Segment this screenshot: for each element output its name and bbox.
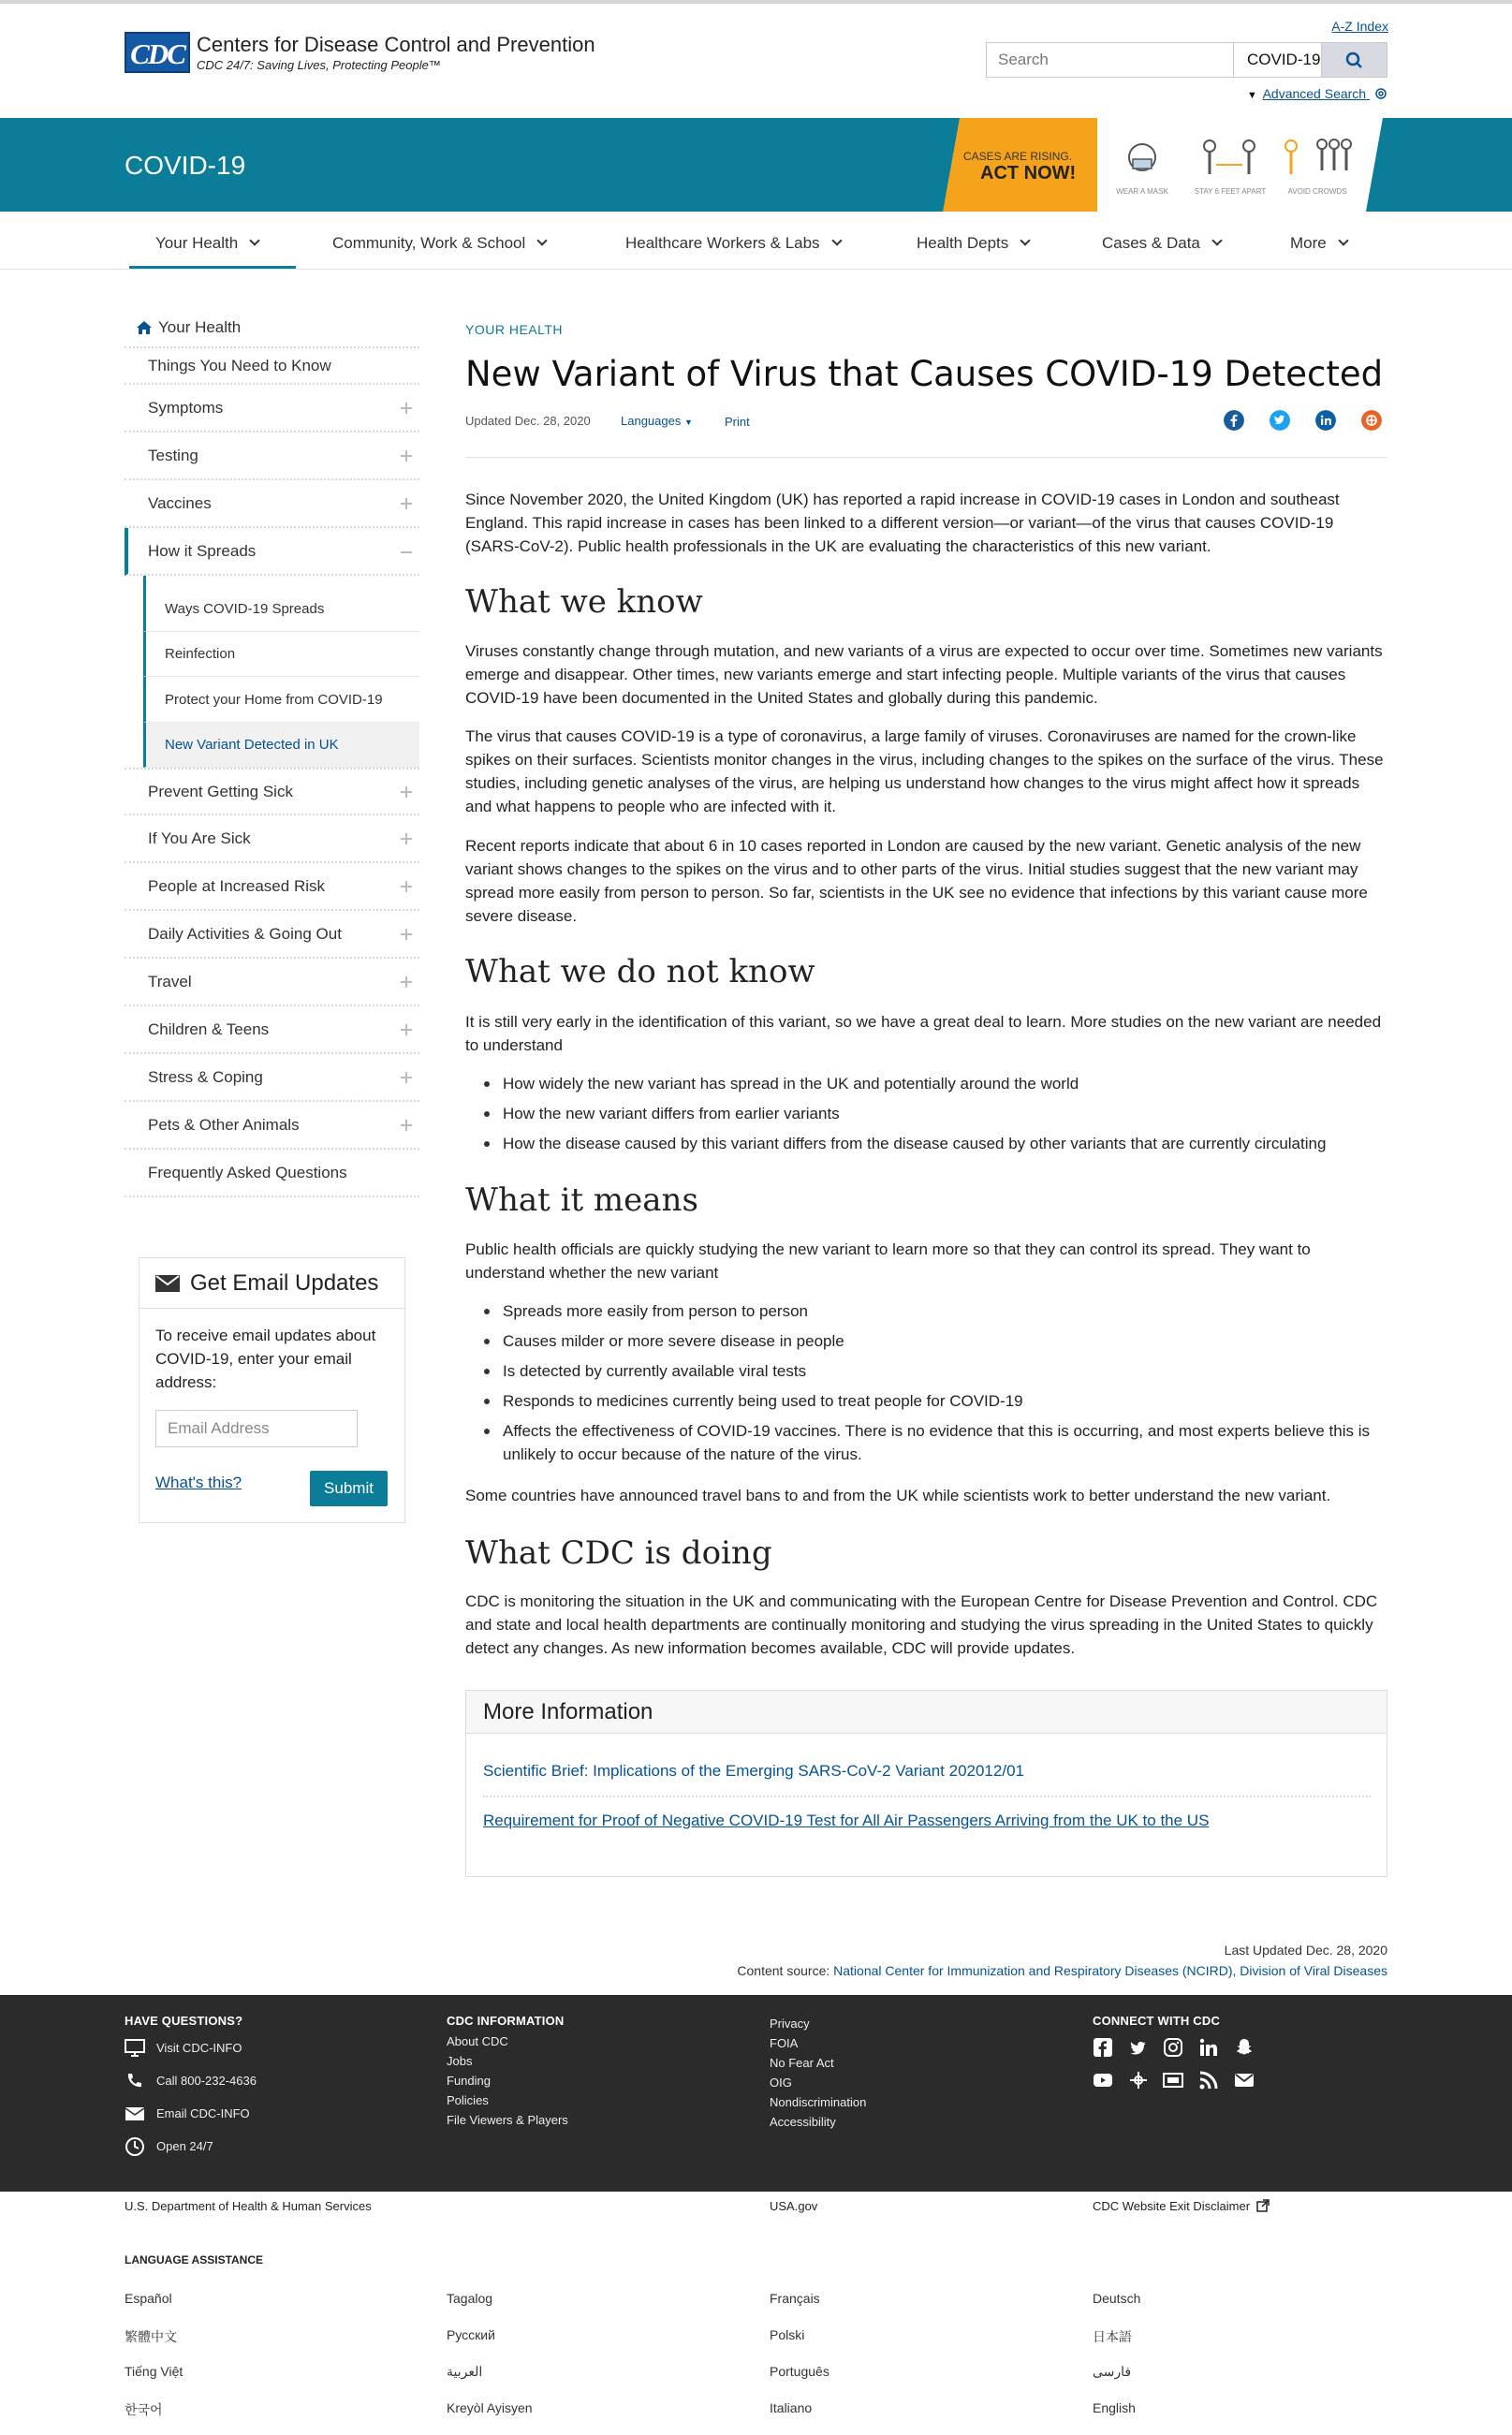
expand-icon[interactable]: [401, 833, 412, 844]
lang-link[interactable]: Kreyòl Ayisyen: [447, 2400, 533, 2415]
advanced-search-label: Advanced Search: [1262, 86, 1367, 101]
sidebar-sub-label: New Variant Detected in UK: [165, 737, 339, 753]
whats-this-link[interactable]: What's this?: [155, 1474, 242, 1491]
cdc-tv-icon[interactable]: [1163, 2070, 1183, 2090]
footer-info-head: CDC INFORMATION: [447, 2014, 565, 2028]
chevron-down-icon: [1338, 235, 1348, 245]
linkedin-icon[interactable]: [1315, 410, 1336, 431]
chevron-down-icon: [537, 235, 548, 245]
lang-link[interactable]: 日本語: [1093, 2329, 1132, 2344]
email-updates-header: [139, 1258, 404, 1309]
sidebar-item-stress[interactable]: [125, 1054, 419, 1102]
means-paragraph: Public health officials are quickly studying the new variant to learn more so that they can control its spread. They want to understand whether the new variant: [465, 1240, 1311, 1282]
footer-link-funding[interactable]: Funding: [447, 2074, 491, 2088]
contact-label: Email CDC-INFO: [156, 2106, 250, 2120]
footer-link-jobs[interactable]: Jobs: [447, 2054, 473, 2068]
nav-healthcare[interactable]: [625, 234, 841, 253]
more-info-link-requirement[interactable]: Requirement for Proof of Negative COVID-19 Test for All Air Passengers Arriving from the UK to the US: [483, 1812, 1210, 1829]
know-paragraph-2: The virus that causes COVID-19 is a type of coronavirus, a large family of viruses. Coronaviruses are named for the crown-like spikes on their surfaces. Scientists monitor changes in the virus, including changes to the spikes on the surface of the virus. These studies, including genetic analyses of the virus, are helping us understand how changes to the virus might affect how it spreads and what happens to people who are infected with it.: [465, 727, 1384, 815]
rss-icon[interactable]: [1198, 2070, 1219, 2090]
expand-icon[interactable]: [401, 1024, 412, 1035]
facebook-icon[interactable]: [1093, 2037, 1113, 2058]
expand-icon[interactable]: [401, 881, 412, 892]
footer-link-oig[interactable]: OIG: [770, 2076, 792, 2090]
lang-link[interactable]: العربية: [447, 2364, 483, 2379]
hhs-link[interactable]: U.S. Department of Health & Human Services: [125, 2199, 372, 2213]
footer-link-file-viewers[interactable]: File Viewers & Players: [447, 2113, 568, 2127]
expand-icon[interactable]: [401, 929, 412, 940]
nav-label: Your Health: [155, 234, 239, 252]
sidebar-item-increased-risk[interactable]: [125, 863, 419, 911]
search-input[interactable]: Search: [986, 42, 1234, 78]
sidebar-item-label: Vaccines: [148, 493, 212, 512]
footer-link-accessibility[interactable]: Accessibility: [770, 2115, 836, 2129]
contact-label: Visit CDC-INFO: [156, 2041, 242, 2055]
sidebar-item-label: How it Spreads: [148, 541, 257, 560]
caret-down-icon: ▼: [683, 418, 693, 427]
sidebar-item-label: Frequently Asked Questions: [148, 1163, 347, 1181]
lang-link[interactable]: Tagalog: [447, 2291, 493, 2306]
sidebar-item-symptoms[interactable]: [125, 385, 419, 433]
expand-icon[interactable]: [401, 498, 412, 509]
syndicate-icon[interactable]: [1361, 410, 1382, 431]
sidebar-item-label: Daily Activities & Going Out: [148, 924, 342, 943]
title-divider: [465, 457, 1387, 458]
sidebar-item-daily-activities[interactable]: [125, 911, 419, 959]
visit-cdc-info[interactable]: [125, 2032, 257, 2064]
lang-link[interactable]: Polski: [770, 2327, 805, 2342]
chevron-down-icon: [250, 235, 260, 245]
lang-link[interactable]: Deutsch: [1093, 2291, 1141, 2306]
nav-label: Community, Work & School: [332, 234, 526, 252]
expand-icon[interactable]: [401, 976, 412, 988]
list-item: How the disease caused by this variant differs from the disease caused by other variants that are currently circulating: [484, 1132, 1387, 1155]
email-address-input[interactable]: Email Address: [155, 1410, 358, 1447]
open-24-7: [125, 2130, 257, 2163]
more-information-title: More Information: [466, 1691, 1387, 1734]
contact-label: Open 24/7: [156, 2139, 213, 2153]
advanced-search-link[interactable]: [1263, 86, 1388, 101]
linkedin-icon[interactable]: [1198, 2037, 1219, 2058]
cdc-logo[interactable]: CDC: [125, 32, 190, 73]
usagov-link[interactable]: USA.gov: [770, 2199, 818, 2213]
nav-community[interactable]: [332, 234, 546, 253]
content-source: [737, 1963, 1387, 1978]
footer-link-privacy[interactable]: Privacy: [770, 2017, 810, 2031]
footer-link-no-fear[interactable]: No Fear Act: [770, 2056, 834, 2070]
email-updates-text: To receive email updates about COVID-19, enter your email address:: [155, 1327, 376, 1391]
sidebar-sub-spacer: [143, 576, 419, 587]
footer: [0, 1995, 1512, 2192]
sidebar-item-things[interactable]: [125, 346, 419, 385]
content-source-link[interactable]: National Center for Immunization and Respiratory Diseases (NCIRD), Division of Viral Diseases: [833, 1963, 1387, 1978]
nav-more[interactable]: [1290, 234, 1347, 253]
not-know-list: [484, 1072, 1387, 1162]
home-icon: [136, 320, 153, 335]
list-item: How widely the new variant has spread in the UK and potentially around the world: [484, 1072, 1387, 1095]
footer-questions: [125, 2014, 257, 2163]
campaign-action-distance: STAY 6 FEET APART: [1194, 187, 1267, 196]
sidebar: [125, 309, 419, 1197]
sidebar-item-label: Children & Teens: [148, 1019, 270, 1038]
external-link-icon: [1256, 2199, 1270, 2212]
expand-icon[interactable]: [401, 786, 412, 798]
chevron-down-icon: [1211, 235, 1222, 245]
chevron-down-icon: [1020, 235, 1031, 245]
call-cdc-info[interactable]: [125, 2064, 257, 2097]
sidebar-item-travel[interactable]: [125, 959, 419, 1006]
intro-paragraph: Since November 2020, the United Kingdom (UK) has reported a rapid increase in COVID-19 cases in London and southeast England. This rapid increase in cases has been linked to a different version—or variant—of the virus that causes COVID-19 (SARS-CoV-2). Public health professionals in the UK are evaluating the characteristics of this new variant.: [465, 491, 1340, 555]
campaign-graphic[interactable]: [943, 118, 1383, 212]
nav-health-depts[interactable]: [917, 234, 1029, 253]
expand-icon[interactable]: [401, 450, 412, 462]
sidebar-item-label: Testing: [148, 446, 198, 464]
youtube-icon[interactable]: [1093, 2070, 1113, 2090]
sidebar-item-prevent[interactable]: [125, 768, 419, 815]
lang-link[interactable]: Italiano: [770, 2400, 813, 2415]
sidebar-item-children[interactable]: [125, 1006, 419, 1054]
sidebar-item-faq[interactable]: [125, 1150, 419, 1197]
campaign-line2: ACT NOW!: [980, 163, 1077, 183]
agency-name[interactable]: Centers for Disease Control and Prevention: [197, 33, 595, 56]
monitor-icon: [125, 2039, 145, 2058]
expand-icon[interactable]: [401, 1072, 412, 1083]
footer-connect: [1093, 2014, 1266, 2093]
sidebar-item-label: If You Are Sick: [148, 829, 251, 847]
twitter-icon[interactable]: [1270, 410, 1290, 431]
list-item: Responds to medicines currently being used to treat people for COVID-19: [484, 1389, 1387, 1413]
list-item: Is detected by currently available viral tests: [484, 1359, 1387, 1383]
section-kicker[interactable]: YOUR HEALTH: [465, 322, 564, 337]
nav-active-indicator: [129, 266, 296, 269]
nav-label: Healthcare Workers & Labs: [625, 234, 820, 252]
sidebar-sub-ways[interactable]: [143, 587, 419, 632]
lang-link[interactable]: Español: [125, 2291, 172, 2306]
snapchat-icon[interactable]: [1234, 2037, 1255, 2058]
exit-disclaimer-link[interactable]: [1093, 2199, 1270, 2213]
heading-what-cdc-is-doing: What CDC is doing: [465, 1534, 772, 1572]
sidebar-home-label: Your Health: [158, 318, 242, 336]
page-title: New Variant of Virus that Causes COVID-19 Detected: [465, 354, 1384, 394]
sidebar-sub-label: Reinfection: [165, 646, 236, 662]
list-item: Affects the effectiveness of COVID-19 vaccines. There is no evidence that this is occurring, and most experts believe this is unlikely to occur because of the nature of the virus.: [484, 1419, 1387, 1466]
footer-connect-head: CONNECT WITH CDC: [1093, 2014, 1221, 2028]
lang-link[interactable]: 한국어: [125, 2402, 163, 2417]
sidebar-item-if-sick[interactable]: [125, 815, 419, 863]
list-item: Causes milder or more severe disease in people: [484, 1329, 1387, 1353]
nav-label: Cases & Data: [1102, 234, 1200, 252]
sidebar-sub-reinfection[interactable]: [143, 632, 419, 677]
sidebar-item-label: Symptoms: [148, 398, 224, 417]
email-icon[interactable]: [1234, 2070, 1255, 2090]
sidebar-item-label: People at Increased Risk: [148, 876, 325, 895]
nav-your-health[interactable]: [155, 234, 258, 253]
languages-label: Languages: [621, 414, 682, 428]
sidebar-sub-label: Protect your Home from COVID-19: [165, 691, 383, 708]
know-paragraph-3: Recent reports indicate that about 6 in 10 cases reported in London are caused by the new variant. Genetic analysis of the new variant shows changes to the spikes on the virus and to other parts of the virus. Initial studies suggest that the new variant may spread more easily from person to person. So far, scientists in the UK see no evidence that infections by this variant cause more severe disease.: [465, 837, 1368, 925]
lang-link[interactable]: Tiếng Việt: [125, 2364, 183, 2379]
tagline: CDC 24/7: Saving Lives, Protecting People™: [197, 58, 441, 72]
last-updated: Last Updated Dec. 28, 2020: [1224, 1943, 1387, 1958]
email-updates-box: [139, 1257, 405, 1523]
more-info-divider: [483, 1796, 1371, 1797]
more-information-box: [465, 1690, 1387, 1877]
lang-link[interactable]: Français: [770, 2291, 820, 2306]
campaign-line1: CASES ARE RISING.: [963, 150, 1073, 163]
heading-what-it-means: What it means: [465, 1181, 698, 1219]
footer-link-policies[interactable]: Policies: [447, 2093, 489, 2107]
cdc-paragraph: CDC is monitoring the situation in the UK and communicating with the European Centre for Disease Prevention and Control. CDC and state and local health departments are continually monitoring and studying the virus spreading in the United States to quickly detect any changes. As new information becomes available, CDC will provide updates.: [465, 1592, 1378, 1657]
banner-title[interactable]: COVID-19: [125, 151, 246, 180]
campaign-action-crowds: AVOID CROWDS: [1287, 187, 1347, 196]
envelope-icon: [125, 2105, 145, 2123]
footer-link-nondiscrimination[interactable]: Nondiscrimination: [770, 2095, 867, 2109]
list-item: Spreads more easily from person to person: [484, 1299, 1387, 1323]
sidebar-home[interactable]: [125, 309, 419, 346]
language-assistance-head: LANGUAGE ASSISTANCE: [125, 2253, 264, 2266]
lang-link[interactable]: فارسی: [1093, 2364, 1132, 2379]
email-submit-button[interactable]: Submit: [310, 1471, 388, 1506]
lang-link[interactable]: Português: [770, 2364, 829, 2379]
chevron-down-icon: [831, 235, 842, 245]
lang-link[interactable]: 繁體中文: [125, 2329, 177, 2344]
content-source-label: Content source:: [737, 1963, 830, 1978]
az-index-link[interactable]: A-Z Index: [1331, 19, 1388, 34]
instagram-icon[interactable]: [1163, 2037, 1183, 2058]
print-link[interactable]: Print: [725, 415, 750, 429]
sidebar-item-label: Pets & Other Animals: [148, 1115, 300, 1134]
sidebar-item-label: Stress & Coping: [148, 1067, 263, 1086]
not-know-paragraph: It is still very early in the identification of this variant, so we have a great deal to learn. More studies on the new variant are needed to understand: [465, 1013, 1382, 1054]
footer-cdc-information: [447, 2014, 568, 2130]
campaign-action-mask: WEAR A MASK: [1116, 187, 1168, 196]
gear-icon: [1373, 86, 1388, 101]
facebook-icon[interactable]: [1224, 410, 1244, 431]
sidebar-sub-label: Ways COVID-19 Spreads: [165, 601, 325, 617]
lang-link[interactable]: Русский: [447, 2327, 495, 2342]
sidebar-item-how-it-spreads[interactable]: [125, 528, 419, 576]
heading-what-we-know: What we know: [465, 583, 703, 621]
sidebar-item-label: Things You Need to Know: [148, 356, 331, 374]
means-paragraph-2: Some countries have announced travel bans to and from the UK while scientists work to better understand the new variant.: [465, 1487, 1331, 1504]
more-info-link-brief[interactable]: Scientific Brief: Implications of the Emerging SARS-CoV-2 Variant 202012/01: [483, 1762, 1024, 1780]
clock-icon: [125, 2136, 145, 2157]
envelope-icon: [154, 1273, 181, 1294]
footer-link-about[interactable]: About CDC: [447, 2034, 508, 2048]
masthead: [0, 4, 1512, 118]
email-cdc-info[interactable]: [125, 2097, 257, 2130]
top-nav: [0, 212, 1512, 270]
sidebar-sub-new-variant[interactable]: [143, 723, 419, 768]
heading-what-we-do-not-know: What we do not know: [465, 953, 815, 990]
know-paragraph-1: Viruses constantly change through mutation, and new variants of a virus are expected to occur over time. Sometimes new variants emerge and disappear. Other times, new variants emerge and start infecting people. Multiple variants of the virus that causes COVID-19 have been documented in the United States and globally during this pandemic.: [465, 642, 1383, 707]
lang-link[interactable]: English: [1093, 2400, 1136, 2415]
sidebar-item-label: Travel: [148, 972, 192, 990]
phone-icon: [125, 2072, 145, 2090]
nav-label: More: [1290, 234, 1327, 252]
exit-disclaimer-label: CDC Website Exit Disclaimer: [1093, 2199, 1251, 2213]
email-updates-title: Get Email Updates: [190, 1269, 379, 1296]
means-list: [484, 1299, 1387, 1473]
sidebar-sub-protect-home[interactable]: [143, 677, 419, 723]
footer-questions-head: HAVE QUESTIONS?: [125, 2014, 243, 2028]
sidebar-item-testing[interactable]: [125, 433, 419, 480]
search-scope-label: COVID-19: [1247, 51, 1321, 68]
sidebar-item-label: Prevent Getting Sick: [148, 782, 293, 800]
nav-label: Health Depts: [917, 234, 1009, 252]
syndicate-icon[interactable]: [1128, 2070, 1149, 2090]
search-icon: [1322, 43, 1387, 79]
languages-dropdown[interactable]: [621, 414, 693, 428]
footer-policy-links: [770, 2014, 866, 2132]
updated-date: Updated Dec. 28, 2020: [465, 414, 591, 428]
twitter-icon[interactable]: [1128, 2037, 1149, 2058]
nav-cases-data[interactable]: [1102, 234, 1221, 253]
caret-down-icon: ▼: [1247, 90, 1257, 101]
footer-link-foia[interactable]: FOIA: [770, 2036, 799, 2050]
collapse-icon[interactable]: [401, 551, 412, 553]
covid-banner: [0, 118, 1512, 212]
search-button[interactable]: [1322, 42, 1387, 78]
expand-icon[interactable]: [401, 403, 412, 414]
sidebar-item-vaccines[interactable]: [125, 480, 419, 528]
sub-footer: [0, 2192, 1512, 2435]
list-item: How the new variant differs from earlier variants: [484, 1102, 1387, 1125]
expand-icon[interactable]: [401, 1120, 412, 1131]
sidebar-item-pets[interactable]: [125, 1102, 419, 1150]
contact-label: Call 800-232-4636: [156, 2074, 257, 2088]
